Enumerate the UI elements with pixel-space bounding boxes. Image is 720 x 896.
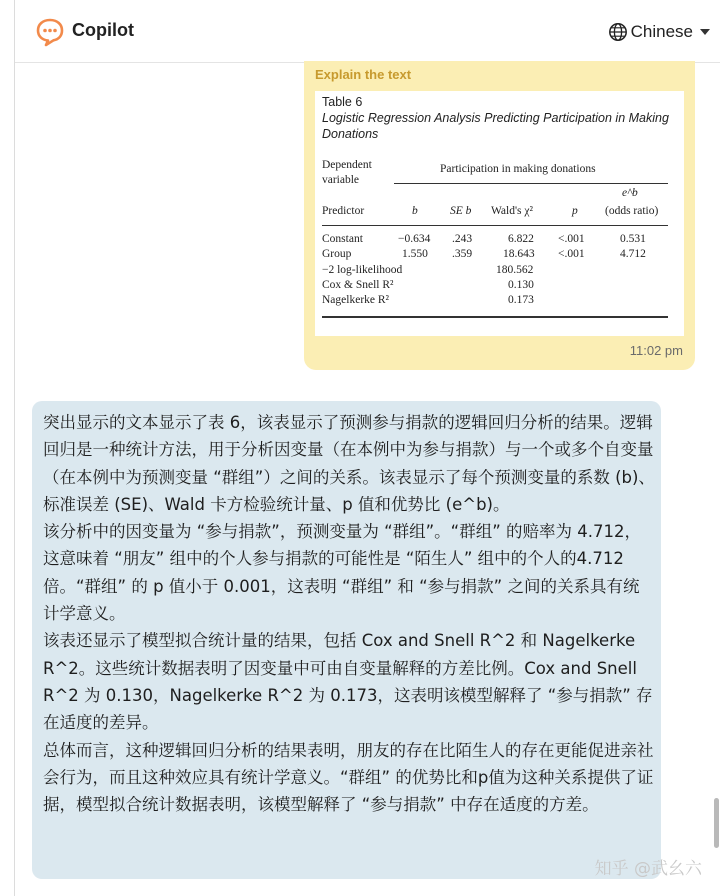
row-constant-odds: 0.531 [620,233,646,245]
col-eb: e^b [622,187,638,199]
copilot-logo-icon [35,17,65,47]
assistant-paragraph-3: 该表还显示了模型拟合统计量的结果，包括 Cox and Snell R^2 和 Nagelkerke R^2。这些统计数据表明了因变量中可由自变量解释的方差比例。Cox and Snell R^2 为 0.130，Nagelkerke R^2 为 0.173，这表明该模型解释了 “参与捐款” 存在适度的差异。 [43,631,653,733]
col-odds-ratio: (odds ratio) [605,205,659,217]
col-predictor: Predictor [322,205,365,217]
row-coxsnell-value: 0.130 [508,279,534,291]
row-coxsnell-label: Cox & Snell R² [322,279,394,291]
app-header [15,0,720,63]
bottom-rule [322,316,668,318]
row-constant-b: −0.634 [398,233,431,245]
table-excerpt-image [315,91,684,336]
dependent-variable-value: Participation in making donations [440,163,596,175]
row-loglik-value: 180.562 [496,264,534,276]
row-nagelkerke-label: Nagelkerke R² [322,294,389,306]
row-constant-se: .243 [452,233,473,245]
row-group-wald: 18.643 [503,248,535,260]
assistant-message-text [43,409,655,818]
row-nagelkerke-value: 0.173 [508,294,534,306]
app-title: Copilot [72,20,134,40]
scrollbar-thumb[interactable] [714,798,719,848]
row-group-se: .359 [452,248,473,260]
assistant-paragraph-4: 总体而言，这种逻辑回归分析的结果表明，朋友的存在比陌生人的存在更能促进亲社会行为，而且这种效应具有统计学意义。“群组” 的优势比和p值为这种关系提供了证据，模型拟合统计数据表明，该模型解释了 “参与捐款” 中存在适度的方差。 [43,740,654,815]
language-label: Chinese [630,22,693,41]
row-group-b: 1.550 [402,248,428,260]
row-group-p: <.001 [558,248,585,260]
window-left-border [14,0,15,896]
message-timestamp: 11:02 pm [629,343,683,358]
row-constant-label: Constant [322,233,363,245]
row-constant-p: <.001 [558,233,585,245]
col-b: b [412,205,418,217]
table-label: Table 6 [322,95,363,109]
user-message-title: Explain the text [315,67,412,82]
row-group-odds: 4.712 [620,248,646,260]
watermark: 知乎 @武幺六 [594,859,702,879]
row-group-label: Group [322,248,352,260]
col-wald: Wald's χ² [491,205,533,217]
col-se-b: SE b [450,205,472,217]
col-p: p [572,205,578,217]
assistant-paragraph-1: 突出显示的文本显示了表 6，该表显示了预测参与捐款的逻辑回归分析的结果。逻辑回归是一种统计方法，用于分析因变量（在本例中为参与捐款）与一个或多个自变量（在本例中为预测变量 “群组”）之间的关系。该表显示了每个预测变量的系数 (b)、标准误差 (SE)、Wald 卡方检验统计量、p 值和优势比 (e^b)。 [43,413,655,514]
assistant-message-bubble [32,401,661,879]
globe-icon [608,22,628,42]
user-message-bubble [304,61,695,370]
assistant-paragraph-2: 该分析中的因变量为 “参与捐款”，预测变量为 “群组”。“群组” 的赔率为 4.712，这意味着 “朋友” 组中的个人参与捐款的可能性是 “陌生人” 组中的个人的4.712倍。“群组” 的 p 值小于 0.001，这表明 “群组” 和 “参与捐款” 之间的关系具有统计学意义。 [43,522,642,624]
language-selector[interactable] [608,19,710,45]
row-constant-wald: 6.822 [508,233,534,245]
dependent-variable-label: Dependent variable [322,159,372,186]
row-loglik-label: −2 log-likelihood [322,264,403,276]
header-rule [394,183,668,184]
columns-rule [322,225,668,226]
table-caption: Logistic Regression Analysis Predicting Participation in Making Donations [322,111,669,141]
chevron-down-icon [700,29,710,35]
